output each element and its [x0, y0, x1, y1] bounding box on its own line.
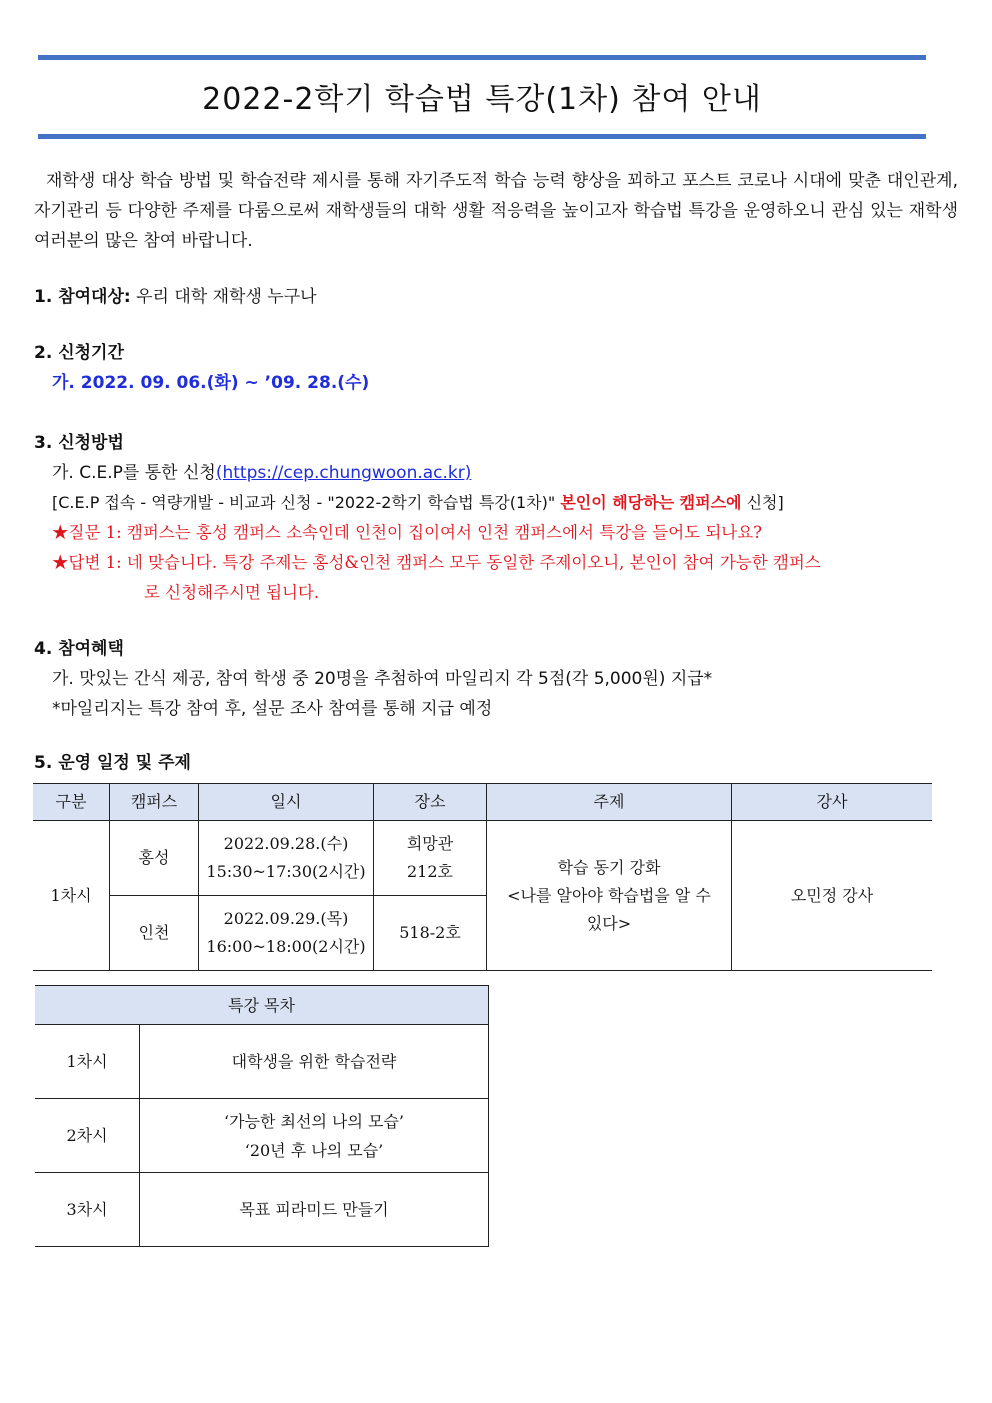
section-method [34, 428, 958, 608]
toc-session-cell: 3차시 [35, 1173, 140, 1247]
toc-session-cell: 2차시 [35, 1099, 140, 1173]
place-cell [374, 821, 487, 896]
col-header-place: 장소 [374, 784, 487, 821]
table-row [35, 1025, 489, 1099]
section-target-heading: 1. 참여대상: [34, 287, 131, 307]
place-line-1: 희망관 [406, 834, 454, 853]
table-row [33, 821, 932, 896]
toc-header: 특강 목차 [35, 986, 489, 1025]
intro-paragraph [34, 166, 958, 256]
topic-line-2: <나를 알아야 학습법을 알 수 있다> [507, 885, 711, 933]
method-line-2-text: [C.E.P 접속 - 역량개발 - 비교과 신청 - "2022-2학기 학습법 특강(1차)" [52, 493, 561, 512]
campus-cell: 인천 [110, 896, 199, 971]
toc-content-line-1: ‘가능한 최선의 나의 모습’ [224, 1111, 404, 1131]
toc-content-cell [140, 1099, 489, 1173]
place-line-2: 212호 [407, 862, 453, 881]
col-header-campus: 캠퍼스 [110, 784, 199, 821]
time-text: 16:00~18:00(2시간) [206, 937, 366, 956]
method-line-1 [34, 458, 958, 488]
section-period [34, 338, 369, 398]
col-header-division: 구분 [33, 784, 110, 821]
toc-content-cell [140, 1173, 489, 1247]
faq-answer-1-cont: 로 신청해주시면 됩니다. [144, 583, 320, 602]
time-text: 15:30~17:30(2시간) [206, 862, 366, 881]
toc-session-cell: 1차시 [35, 1025, 140, 1099]
benefit-line-2: *마일리지는 특강 참여 후, 설문 조사 참여를 통해 지급 예정 [52, 699, 493, 719]
period-text: 가. 2022. 09. 06.(화) ~ ’09. 28.(수) [52, 373, 370, 393]
intro-text: 재학생 대상 학습 방법 및 학습전략 제시를 통해 자기주도적 학습 능력 향상을 꾀하고 포스트 코로나 시대에 맞춘 대인관계, 자기관리 등 다양한 주제를 다룸으로써 재학생들의 대학 생활 적응력을 높이고자 학습법 특강을 운영하오니 관심 있는 재학생 여러분의 많은 참여 바랍니다. [34, 171, 958, 251]
session-cell: 1차시 [33, 821, 110, 971]
table-row [35, 1099, 489, 1173]
top-rule [38, 55, 926, 60]
section-benefit [34, 634, 712, 724]
schedule-table [33, 783, 932, 971]
date-text: 2022.09.29.(목) [223, 909, 349, 928]
lecturer-cell: 오민정 강사 [732, 821, 933, 971]
section-schedule-heading: 5. 운영 일정 및 주제 [34, 753, 191, 773]
faq-question-1: ★질문 1: 캠퍼스는 홍성 캠퍼스 소속인데 인천이 집이여서 인천 캠퍼스에서 특강을 들어도 되나요? [52, 523, 763, 542]
schedule-header-row [33, 784, 932, 821]
toc-content-line-1: 목표 피라미드 만들기 [239, 1200, 389, 1219]
method-line-2-highlight: 본인이 해당하는 캠퍼스에 [560, 493, 742, 512]
toc-content-line-1: 대학생을 위한 학습전략 [231, 1052, 397, 1071]
date-text: 2022.09.28.(수) [223, 834, 349, 853]
benefit-line-1: 가. 맛있는 간식 제공, 참여 학생 중 20명을 추첨하여 마일리지 각 5점(각 5,000원) 지급* [52, 669, 713, 689]
table-row [35, 1173, 489, 1247]
datetime-cell [199, 821, 374, 896]
toc-content-cell [140, 1025, 489, 1099]
section-schedule [34, 748, 191, 778]
place-cell [374, 896, 487, 971]
bottom-rule [38, 134, 926, 139]
col-header-datetime: 일시 [199, 784, 374, 821]
place-line-1: 518-2호 [399, 923, 461, 942]
topic-line-1: 학습 동기 강화 [557, 857, 661, 877]
campus-cell: 홍성 [110, 821, 199, 896]
method-line-1-text: 가. C.E.P를 통한 신청 [52, 463, 216, 483]
col-header-lecturer: 강사 [732, 784, 933, 821]
section-target-text: 우리 대학 재학생 누구나 [130, 287, 317, 307]
section-benefit-heading: 4. 참여혜택 [34, 639, 124, 659]
datetime-cell [199, 896, 374, 971]
section-target [34, 282, 317, 312]
method-line-2-suffix: 신청] [741, 493, 784, 512]
topic-cell [487, 821, 732, 971]
section-period-heading: 2. 신청기간 [34, 343, 124, 363]
method-line-2 [34, 488, 958, 518]
cep-link[interactable]: (https://cep.chungwoon.ac.kr) [215, 463, 472, 483]
toc-content-line-2: ‘20년 후 나의 모습’ [244, 1140, 384, 1160]
page-title: 2022-2학기 학습법 특강(1차) 참여 안내 [202, 82, 762, 117]
toc-header-row [35, 986, 489, 1025]
faq-answer-1: ★답변 1: 네 맞습니다. 특강 주제는 홍성&인천 캠퍼스 모두 동일한 주제이오니, 본인이 참여 가능한 캠퍼스 [52, 553, 821, 572]
col-header-topic: 주제 [487, 784, 732, 821]
section-method-heading: 3. 신청방법 [34, 433, 124, 453]
toc-table [35, 985, 489, 1247]
